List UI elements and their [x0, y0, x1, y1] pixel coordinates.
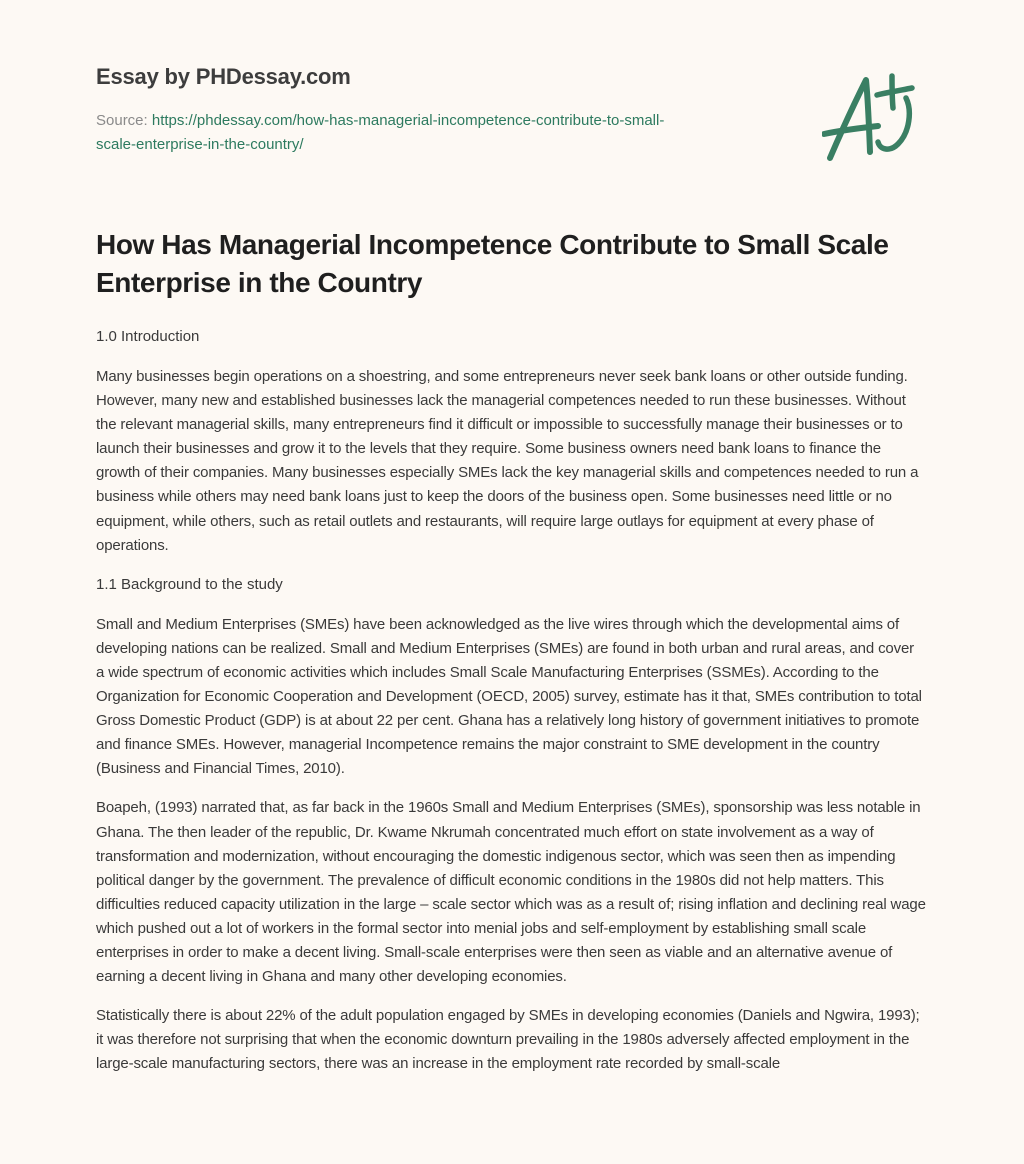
source-link[interactable] [96, 112, 664, 153]
paragraph: Small and Medium Enterprises (SMEs) have been acknowledged as the live wires through which the developmental aims of developing nations can be realized. Small and Medium Enterprises (SMEs) are found in both urban and rural areas, and cover a wide spectrum of economic activities which includes Small Scale Manufacturing Enterprises (SSMEs). According to the Organization for Economic Cooperation and Development (OECD, 2005) survey, estimate has it that, SMEs contribution to total Gross Domestic Product (GDP) is at about 22 per cent. Ghana has a relatively long history of government initiatives to promote and finance SMEs. However, managerial Incompetence remains the major constraint to SME development in the country (Business and Financial Times, 2010). [96, 615, 922, 778]
section-heading: 1.1 Background to the study [96, 575, 283, 593]
page-header [96, 62, 756, 157]
paragraph: Many businesses begin operations on a shoestring, and some entrepreneurs never seek bank loans or other outside funding. However, many new and established businesses lack the managerial competences needed to run these businesses. Without the relevant managerial skills, many entrepreneurs find it difficult or impossible to successfully manage their businesses or to launch their businesses and grow it to the levels that they require. Some business owners need bank loans to finance the growth of their companies. Many businesses especially SMEs lack the key managerial skills and competences needed to run a business while others may need bank loans just to keep the doors of the business open. Some businesses need little or no equipment, while others, such as retail outlets and restaurants, will require large outlays for equipment at every phase of operations. [96, 368, 919, 554]
source-label: Source: [96, 112, 152, 129]
site-brand: Essay by PHDessay.com [96, 64, 351, 89]
source-link-line2: scale-enterprise-in-the-country/ [96, 136, 304, 153]
section-introduction [96, 325, 926, 558]
paragraph: Boapeh, (1993) narrated that, as far back in the 1960s Small and Medium Enterprises (SMEs), sponsorship was less notable in Ghana. The then leader of the republic, Dr. Kwame Nkrumah concentrated much effort on state involvement as a way of transformation and modernization, without encouraging the domestic indigenous sector, which was seen then as impending political danger by the government. The prevalence of difficult economic conditions in the 1980s did not help matters. This difficulties reduced capacity utilization in the large – scale sector which was as a result of; rising inflation and declining real wage which pushed out a lot of workers in the formal sector into menial jobs and self-employment by establishing small scale enterprises in order to make a decent living. Small-scale enterprises were then seen as viable and an alternative avenue of earning a decent living in Ghana and many other developing economies. [96, 799, 926, 986]
source-link-line1: https://phdessay.com/how-has-managerial-incompetence-contribute-to-small- [151, 112, 665, 129]
article [96, 226, 926, 1091]
section-background [96, 573, 926, 1077]
source-line [96, 109, 756, 157]
paragraph: Statistically there is about 22% of the adult population engaged by SMEs in developing economies (Daniels and Ngwira, 1993); it was therefore not surprising that when the economic downturn prevailing in the 1980s adversely affected employment in the large-scale manufacturing sectors, there was an increase in the employment rate recorded by small-scale [96, 1007, 920, 1073]
a-plus-grade-icon [822, 70, 926, 164]
section-heading: 1.0 Introduction [96, 328, 200, 345]
article-title: How Has Managerial Incompetence Contribute to Small Scale Enterprise in the Country [96, 229, 889, 298]
